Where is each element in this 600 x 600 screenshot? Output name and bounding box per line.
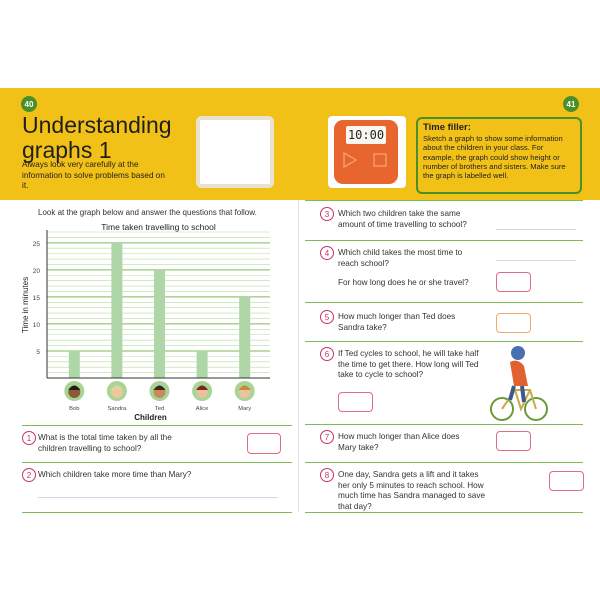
divider (305, 424, 583, 425)
y-tick-label: 25 (32, 240, 40, 248)
question-number: 8 (320, 468, 334, 482)
y-tick-label: 15 (32, 294, 40, 302)
x-tick-label: Bob (69, 406, 80, 412)
question-number: 5 (320, 310, 334, 324)
x-tick-label: Sandra (107, 406, 127, 412)
chart-bars (69, 243, 250, 378)
question-2-text: Which children take more time than Mary? (38, 470, 192, 479)
answer-line-2[interactable] (38, 497, 278, 498)
x-axis-label: Children (134, 413, 167, 422)
divider (305, 512, 583, 513)
question-7-text: How much longer than Alice does Mary take? (338, 432, 460, 452)
question-8-text: One day, Sandra gets a lift and it takes her only 5 minutes to reach school. How much time has Sandra managed to save that day? (338, 470, 486, 511)
y-tick-label: 20 (32, 267, 40, 275)
answer-box-7[interactable] (496, 431, 531, 451)
divider (22, 462, 292, 463)
bar-mary (239, 297, 250, 378)
answer-box-4[interactable] (496, 272, 531, 292)
answer-box-5[interactable] (496, 313, 531, 333)
answer-box-8[interactable] (549, 471, 584, 491)
page-number-left: 40 (21, 96, 37, 112)
divider (305, 341, 583, 342)
bar-ted (154, 270, 165, 378)
timer-display: 10:00 (347, 128, 385, 142)
answer-box-1[interactable] (247, 433, 281, 454)
timer-buttons-icon (340, 150, 392, 170)
photo-frame (196, 116, 274, 188)
answer-line-3[interactable] (496, 229, 576, 230)
bar-alice (197, 351, 208, 378)
divider (305, 462, 583, 463)
y-axis-label: Time in minutes (21, 276, 30, 334)
y-tick-label: 5 (36, 348, 40, 356)
question-number: 4 (320, 246, 334, 260)
divider (305, 302, 583, 303)
x-tick-label: Mary (238, 406, 252, 412)
cyclist-icon (488, 344, 548, 424)
page-title: Understanding graphs 1 (22, 112, 172, 163)
chart-title: Time taken travelling to school (101, 222, 216, 232)
question-4-subtext: For how long does he or she travel? (338, 278, 469, 287)
y-tick-label: 10 (32, 321, 40, 329)
divider (305, 200, 583, 201)
question-number: 2 (22, 468, 36, 482)
page-subtitle: Always look very carefully at the information to solve problems based on it. (22, 160, 165, 190)
bar-bob (69, 351, 80, 378)
answer-line-4a[interactable] (496, 260, 576, 261)
question-3-text: Which two children take the same amount of time travelling to school? (338, 209, 467, 229)
bar-chart (0, 218, 300, 428)
bar-sandra (111, 243, 122, 378)
question-4-text: Which child takes the most time to reach school? (338, 248, 463, 268)
time-filler-text: Sketch a graph to show some information about the children in your class. For example, the graph could show height or number of brothers and sisters. Make sure the graph is labelled well. (423, 134, 566, 181)
question-5-text: How much longer than Ted does Sandra take? (338, 312, 456, 332)
divider (22, 512, 292, 513)
question-number: 1 (22, 431, 36, 445)
time-filler-title: Time filler: (423, 122, 471, 133)
divider (22, 425, 292, 426)
page-number-right: 41 (563, 96, 579, 112)
intro-text: Look at the graph below and answer the questions that follow. (38, 208, 257, 217)
question-number: 3 (320, 207, 334, 221)
answer-box-6[interactable] (338, 392, 373, 412)
x-tick-label: Ted (154, 406, 165, 412)
question-1-text: What is the total time taken by all the children travelling to school? (38, 433, 172, 453)
question-number: 7 (320, 430, 334, 444)
chart-labels (21, 222, 255, 422)
divider (305, 240, 583, 241)
x-tick-label: Alice (195, 406, 209, 412)
question-6-text: If Ted cycles to school, he will take half the time to get there. How long will Ted take to cycle to school? (338, 349, 479, 379)
question-number: 6 (320, 347, 334, 361)
